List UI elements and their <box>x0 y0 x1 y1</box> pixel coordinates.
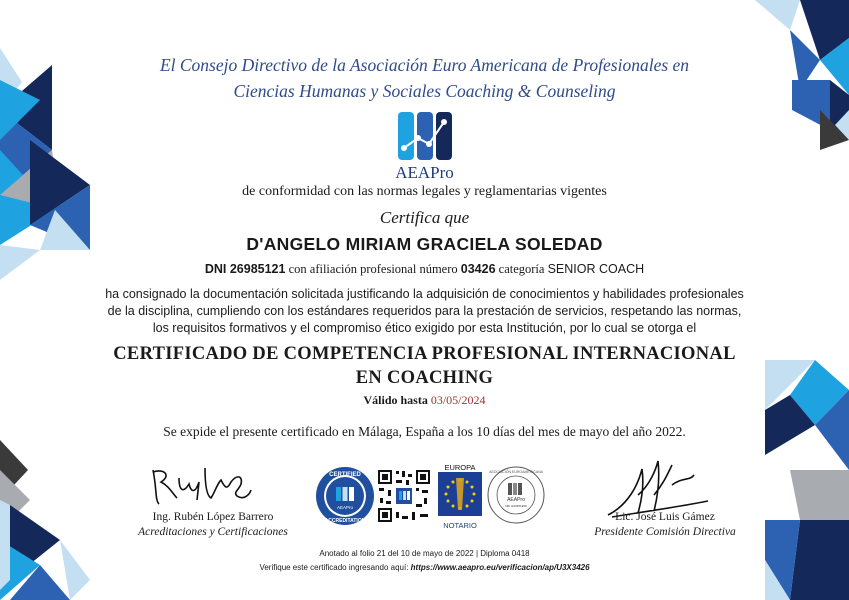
svg-text:CERTIFIED: CERTIFIED <box>329 472 361 478</box>
logo-wordmark: AEAPro <box>395 163 454 182</box>
left-signatory <box>98 510 328 540</box>
right-signatory-name: Lic. José Luis Gámez <box>615 511 715 523</box>
right-signatory <box>540 510 790 540</box>
body-line-2: de la disciplina, cumpliendo con los estándares requeridos para la prestación de servicios, respetando las normas, <box>107 304 742 318</box>
affiliation-number: 03426 <box>460 262 496 276</box>
left-signature-icon <box>145 460 255 508</box>
dni-label: DNI 26985121 <box>204 262 286 276</box>
notario-label: NOTARIO <box>443 521 477 530</box>
bottom-left-triangles <box>0 440 90 600</box>
verification-footer <box>0 563 849 572</box>
verify-link[interactable]: https://www.aeapro.eu/verificacion/ap/U3X3426 <box>410 563 590 572</box>
certificate-body <box>0 286 849 337</box>
body-line-3: los requisitos formativos y el compromiso ético exigido por esta Institución, por lo cual se otorga el <box>152 321 697 335</box>
body-line-1: ha consignado la documentación solicitada justificando la adquisición de conocimientos y habilidades profesionales <box>105 287 744 301</box>
valid-until-date: 03/05/2024 <box>430 393 486 407</box>
verify-label: Verifique este certificado ingresando aquí: <box>259 563 409 572</box>
svg-text:AEAPro: AEAPro <box>507 497 525 503</box>
verification-qr-code[interactable] <box>376 468 432 524</box>
heading-line-2: Ciencias Humanas y Sociales Coaching & Counseling <box>233 81 616 101</box>
certifies-text: Certifica que <box>379 208 470 227</box>
association-round-stamp <box>486 465 546 525</box>
certificate-title-line-1: CERTIFICADO DE COMPETENCIA PROFESIONAL INTERNACIONAL <box>113 344 736 364</box>
svg-text:ACCREDITATION: ACCREDITATION <box>324 518 366 524</box>
certificate-title <box>0 342 849 390</box>
recipient-name: D'ANGELO MIRIAM GRACIELA SOLEDAD <box>246 234 603 254</box>
issued-statement: Se expide el presente certificado en Málaga, España a los 10 días del mes de mayo del año 2022. <box>163 424 686 439</box>
europa-notario-seal <box>438 463 482 530</box>
heading-line-1: El Consejo Directivo de la Asociación Euro Americana de Profesionales en <box>159 55 690 75</box>
annotation-footer: Anotado al folio 21 del 10 de mayo de 2022 | Diploma 0418 <box>319 549 530 558</box>
category-value: SENIOR COACH <box>547 262 645 276</box>
svg-text:ASOCIACIÓN EUROAMERICANA: ASOCIACIÓN EUROAMERICANA <box>489 470 543 474</box>
eu-stars-icon <box>438 472 482 516</box>
certificate-title-line-2: EN COACHING <box>355 368 494 388</box>
certified-accreditation-seal <box>314 465 376 527</box>
svg-text:NIF G93351956: NIF G93351956 <box>505 504 527 508</box>
issuing-council-heading <box>0 52 849 104</box>
left-signatory-role: Acreditaciones y Certificaciones <box>138 526 288 538</box>
aeapro-logo-icon <box>396 110 454 164</box>
affiliation-text: con afiliación profesional número <box>288 262 458 276</box>
validity-line <box>0 393 849 408</box>
svg-text:AEAPro: AEAPro <box>336 505 354 510</box>
europa-label: EUROPA <box>444 463 476 472</box>
category-label: categoría <box>498 262 545 276</box>
left-signatory-name: Ing. Rubén López Barrero <box>152 511 274 523</box>
valid-until-label: Válido hasta <box>363 393 428 407</box>
recipient-id-line <box>0 262 849 277</box>
conformity-text: de conformidad con las normas legales y reglamentarias vigentes <box>242 184 607 199</box>
right-signatory-role: Presidente Comisión Directiva <box>594 526 736 538</box>
